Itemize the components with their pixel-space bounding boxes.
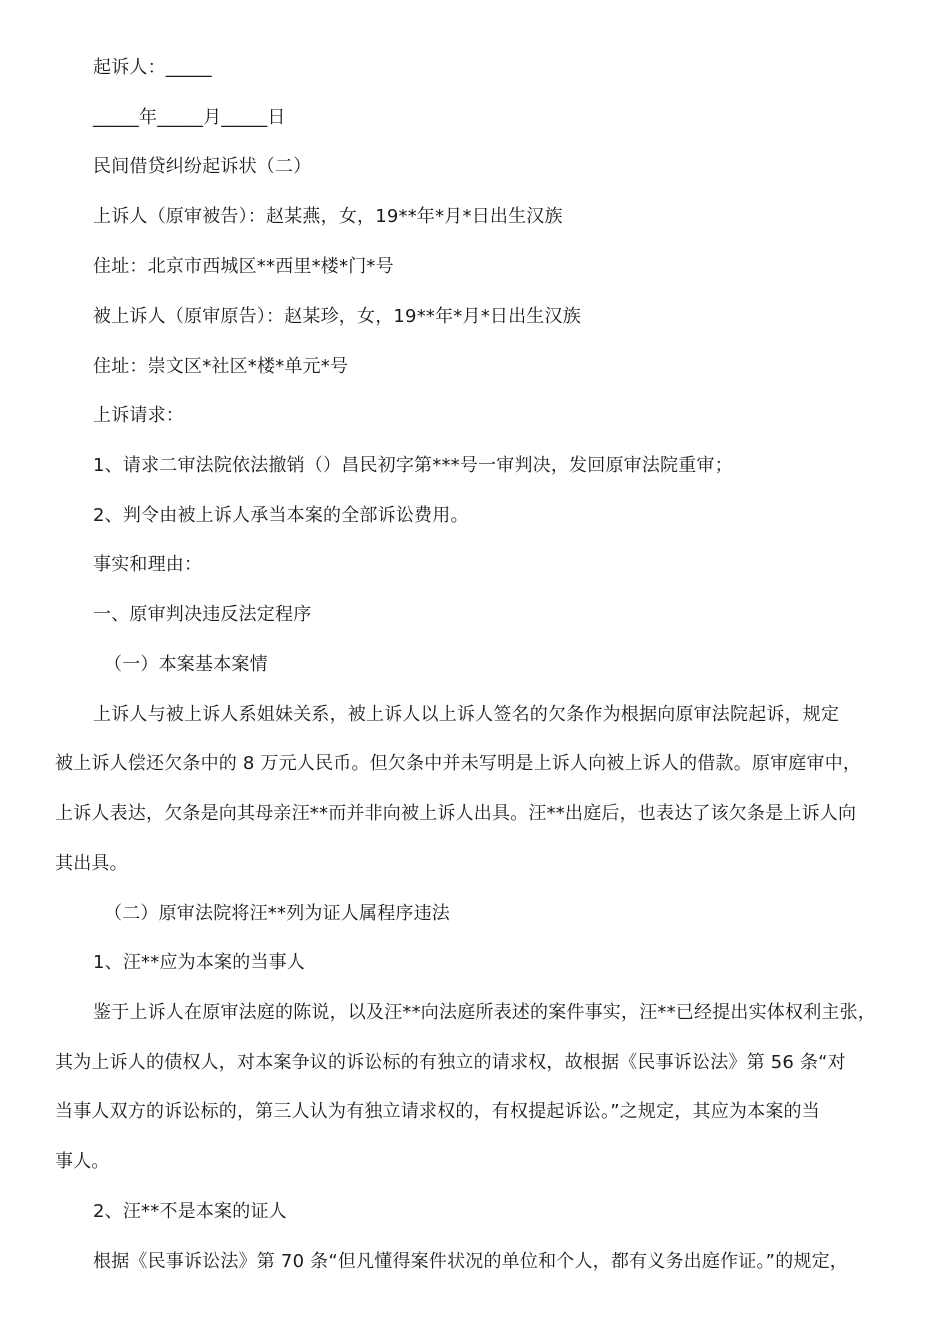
- paragraph-line: 其出具。: [55, 853, 128, 874]
- paragraph-line: 当事人双方的诉讼标的，第三人认为有独立请求权的，有权提起诉讼。”之规定，其应为本案的当: [55, 1101, 820, 1122]
- appeal-requests-heading: 上诉请求：: [93, 405, 184, 426]
- appellant-info: 上诉人（原审被告）：赵某燕，女，19**年*月*日出生汉族: [93, 206, 563, 227]
- facts-heading: 事实和理由：: [93, 554, 203, 575]
- point-two-heading: 2、汪**不是本案的证人: [93, 1201, 287, 1222]
- paragraph-line: 被上诉人偿还欠条中的 8 万元人民币。但欠条中并未写明是上诉人向被上诉人的借款。原审庭审中，: [55, 753, 862, 774]
- section-title: 民间借贷纠纷起诉状（二）: [93, 156, 312, 177]
- paragraph-line: 鉴于上诉人在原审法庭的陈说，以及汪**向法庭所表述的案件事实，汪**已经提出实体权利主张，: [93, 1002, 876, 1023]
- plaintiff-signature-line: 起诉人：_____: [93, 57, 212, 78]
- point-one-heading: 1、汪**应为本案的当事人: [93, 952, 306, 973]
- paragraph-line: 事人。: [55, 1151, 110, 1172]
- subsection-two-heading: （二）原审法院将汪**列为证人属程序违法: [104, 903, 450, 924]
- appeal-request-2: 2、判令由被上诉人承当本案的全部诉讼费用。: [93, 505, 469, 526]
- paragraph-line: 上诉人与被上诉人系姐妹关系，被上诉人以上诉人签名的欠条作为根据向原审法院起诉，规定: [93, 704, 840, 725]
- date-line: _____年_____月_____日: [93, 107, 286, 128]
- appeal-request-1: 1、请求二审法院依法撤销（）昌民初字第***号一审判决，发回原审法院重审；: [93, 455, 733, 476]
- paragraph-line: 上诉人表达，欠条是向其母亲汪**而并非向被上诉人出具。汪**出庭后，也表达了该欠条是上诉人向: [55, 803, 857, 824]
- paragraph-line: 根据《民事诉讼法》第 70 条“但凡懂得案件状况的单位和个人，都有义务出庭作证。”的规定，: [93, 1251, 848, 1272]
- appellant-address: 住址：北京市西城区**西里*楼*门*号: [93, 256, 394, 277]
- appellee-address: 住址：崇文区*社区*楼*单元*号: [93, 356, 349, 377]
- paragraph-line: 其为上诉人的债权人，对本案争议的诉讼标的有独立的请求权，故根据《民事诉讼法》第 56 条“对: [55, 1052, 846, 1073]
- subsection-one-heading: （一）本案基本案情: [104, 654, 268, 675]
- appellee-info: 被上诉人（原审原告）：赵某珍，女，19**年*月*日出生汉族: [93, 306, 581, 327]
- section-one-heading: 一、原审判决违反法定程序: [93, 604, 312, 625]
